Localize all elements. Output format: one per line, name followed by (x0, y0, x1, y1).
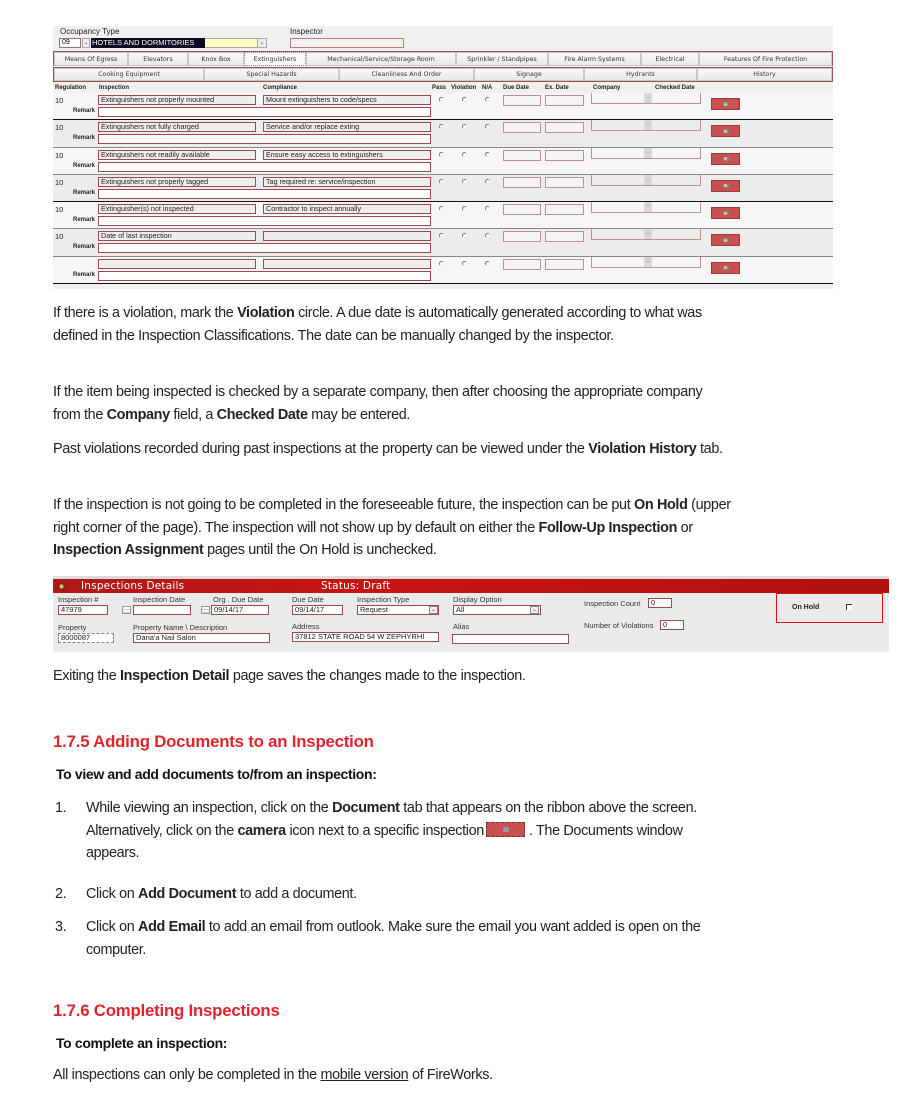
regulation-cell: 10 (55, 96, 64, 105)
paragraph-company (53, 381, 733, 426)
regulation-cell: 10 (55, 177, 64, 187)
compliance-field[interactable]: Mount extinguishers to code/specs (263, 95, 431, 105)
text: to add a document. (236, 886, 357, 902)
status-label: Status: Draft (321, 580, 391, 592)
subheading-view-add-documents: To view and add documents to/from an inspection: (56, 766, 377, 782)
step-number: 2. (55, 886, 67, 902)
chevron-down-icon[interactable]: ⌄ (257, 38, 267, 48)
text: Click on (86, 919, 139, 935)
camera-icon (486, 822, 525, 837)
inspector-label: Inspector (290, 27, 323, 36)
calendar-icon[interactable] (122, 606, 131, 614)
column-header-company: Company (593, 85, 621, 91)
regulation-cell: 10 (55, 205, 64, 215)
na-radio[interactable] (485, 152, 490, 157)
details-title: Inspections Details (81, 580, 185, 592)
chevron-down-icon[interactable]: ⌄ (644, 148, 652, 158)
violation-radio[interactable] (462, 233, 467, 238)
chevron-down-icon[interactable]: ⌄ (644, 257, 652, 267)
table-row (53, 93, 833, 120)
pass-radio[interactable] (439, 206, 444, 211)
camera-icon (723, 266, 729, 270)
tab-cleanliness-and-order[interactable]: Cleanliness And Order (339, 68, 474, 81)
pass-radio[interactable] (439, 97, 444, 102)
section-heading-completing-inspections: 1.7.6 Completing Inspections (53, 1001, 280, 1020)
bold-text: Checked Date (216, 406, 308, 423)
pass-radio[interactable] (439, 233, 444, 238)
fire-department-logo-icon (57, 582, 66, 591)
inspection-grid-screenshot (53, 26, 833, 289)
property-name-field[interactable]: Dana'a Nail Salon (133, 633, 270, 643)
table-row (53, 229, 833, 256)
inspection-date-field[interactable] (133, 605, 191, 615)
violation-radio[interactable] (462, 97, 467, 102)
compliance-field[interactable] (263, 259, 431, 269)
remark-label: Remark (73, 244, 96, 251)
bold-text: Document (332, 800, 400, 816)
text: field, a (169, 406, 217, 423)
violation-radio[interactable] (462, 206, 467, 211)
table-row (53, 175, 833, 202)
na-radio[interactable] (485, 179, 490, 184)
tab-signage[interactable]: Signage (474, 68, 584, 81)
column-header-compliance: Compliance (263, 85, 298, 91)
text: or (677, 519, 693, 536)
remark-input[interactable] (98, 189, 431, 199)
inspection-type-label: Inspection Type (357, 595, 410, 604)
remark-label: Remark (73, 271, 96, 278)
text: page saves the changes made to the inspection. (229, 668, 526, 684)
na-radio[interactable] (485, 233, 490, 238)
bold-text: Inspection Detail (120, 668, 230, 684)
on-hold-checkbox[interactable] (846, 604, 852, 610)
column-header-checked-date: Checked Date (655, 85, 695, 91)
due-date-input[interactable] (503, 231, 541, 242)
regulation-cell: 10 (55, 150, 64, 160)
camera-icon (723, 238, 729, 242)
due-date-input[interactable] (503, 122, 541, 133)
na-radio[interactable] (485, 261, 490, 266)
due-date-label: Due Date (292, 595, 324, 604)
remark-label: Remark (73, 108, 96, 114)
pass-radio[interactable] (439, 261, 444, 266)
step-list-item (53, 797, 733, 865)
inspection-field[interactable]: Extinguishers not properly tagged (98, 177, 256, 187)
na-radio[interactable] (485, 206, 490, 211)
column-header-pass: Pass (432, 85, 447, 91)
ex-date-input[interactable] (545, 150, 584, 161)
remark-input[interactable] (98, 162, 431, 172)
display-option-select[interactable]: All (453, 605, 541, 615)
camera-button[interactable] (711, 207, 740, 219)
due-date-input[interactable] (503, 150, 541, 161)
mobile-version-link[interactable]: mobile version (320, 1067, 409, 1083)
ex-date-input[interactable] (545, 259, 584, 270)
tab-features-of-fire-protection[interactable]: Features Of Fire Protection (699, 52, 832, 66)
ex-date-input[interactable] (545, 122, 584, 133)
text: All inspections can only be completed in the (53, 1067, 321, 1083)
occupancy-code-select[interactable]: 09 (59, 38, 81, 48)
details-title-bar (53, 579, 889, 593)
camera-icon (723, 184, 729, 188)
tab-cooking-equipment[interactable]: Cooking Equipment (54, 68, 204, 81)
paragraph-violation (53, 302, 733, 347)
camera-icon (723, 211, 729, 215)
step-number: 3. (55, 919, 67, 935)
text: Past violations recorded during past inspections at the property can be viewed under the (53, 441, 589, 457)
compliance-field[interactable]: Service and/or replace exting (263, 122, 431, 132)
pass-radio[interactable] (439, 179, 444, 184)
camera-button[interactable] (711, 153, 740, 165)
bold-text: Violation (237, 305, 295, 321)
compliance-field[interactable]: Contractor to inspect annually (263, 204, 431, 214)
table-row (53, 148, 833, 175)
property-label: Property (58, 623, 87, 632)
text: While viewing an inspection, click on the (86, 800, 333, 816)
compliance-field[interactable] (263, 231, 431, 241)
inspection-number-field[interactable]: 47979 (58, 605, 108, 615)
category-tabs-row-2 (53, 67, 833, 82)
tab-special-hazards[interactable]: Special Hazards (204, 68, 339, 81)
chevron-down-icon[interactable]: ⌄ (531, 607, 538, 613)
chevron-down-icon[interactable]: ⌄ (644, 202, 652, 212)
chevron-down-icon[interactable]: ⌄ (83, 40, 89, 46)
inspection-field[interactable]: Date of last inspection (98, 231, 256, 241)
bold-text: Inspection Assignment (53, 542, 204, 558)
pass-radio[interactable] (439, 124, 444, 129)
inspection-type-select[interactable]: Request (357, 605, 439, 615)
remark-label: Remark (73, 135, 96, 142)
property-name-label: Property Name \ Description (133, 623, 228, 632)
text: If the item being inspected is checked by a separate company, then after choosing the appropriate company from the (53, 384, 703, 423)
category-tabs-row-1 (53, 51, 833, 66)
column-header-due-date: Due Date (503, 85, 530, 91)
inspector-field[interactable] (290, 38, 404, 48)
inspection-number-label: Inspection # (58, 595, 99, 604)
remark-input[interactable] (98, 271, 431, 281)
inspection-field[interactable]: Extinguishers not properly mounted (98, 95, 256, 105)
text: tab. (696, 441, 723, 457)
chevron-down-icon[interactable]: ⌄ (644, 120, 652, 130)
number-of-violations-field[interactable]: 0 (660, 620, 684, 630)
property-field[interactable]: 8000087 (58, 633, 114, 643)
alias-label: Alias (453, 622, 470, 631)
display-option-label: Display Option (453, 595, 502, 604)
text: Click on (86, 886, 139, 902)
tab-hydrants[interactable]: Hydrants (584, 68, 697, 81)
chevron-down-icon[interactable]: ⌄ (644, 93, 652, 103)
address-label: Address (292, 622, 320, 631)
tab-extinguishers[interactable]: Extinguishers (244, 52, 306, 66)
paragraph-violation-history (53, 438, 733, 461)
column-header-regulation: Regulation (55, 85, 86, 91)
chevron-down-icon[interactable]: ⌄ (644, 229, 652, 239)
camera-icon (723, 157, 729, 161)
table-row (53, 257, 833, 284)
camera-button[interactable] (711, 234, 740, 246)
calendar-icon[interactable] (201, 606, 210, 614)
remark-label: Remark (73, 189, 96, 196)
paragraph-on-hold (53, 494, 743, 562)
number-of-violations-label: Number of Violations (584, 621, 654, 630)
due-date-input[interactable] (503, 204, 541, 215)
ex-date-input[interactable] (545, 95, 584, 106)
section-heading-adding-documents: 1.7.5 Adding Documents to an Inspection (53, 732, 374, 751)
inspection-field[interactable]: Extinguisher(s) not inspected (98, 204, 256, 214)
text: If the inspection is not going to be completed in the foreseeable future, the inspection can be put (53, 497, 635, 513)
ex-date-input[interactable] (545, 204, 584, 215)
remark-label: Remark (73, 162, 96, 169)
inspection-count-label: Inspection Count (584, 599, 641, 608)
text: pages until the On Hold is unchecked. (203, 542, 437, 558)
text: icon next to a specific inspection (285, 822, 484, 839)
violation-radio[interactable] (462, 179, 467, 184)
step-number: 1. (55, 800, 67, 816)
violation-radio[interactable] (462, 124, 467, 129)
due-date-input[interactable] (503, 95, 541, 106)
column-header-ex-date: Ex. Date (545, 85, 569, 91)
na-radio[interactable] (485, 124, 490, 129)
alias-field[interactable] (452, 634, 569, 644)
column-header-inspection: Inspection (99, 85, 130, 91)
table-row (53, 120, 833, 147)
inspection-date-label: Inspection Date (133, 595, 186, 604)
camera-button[interactable] (711, 180, 740, 192)
tab-elevators[interactable]: Elevators (128, 52, 188, 66)
text: If there is a violation, mark the (53, 305, 238, 321)
compliance-field[interactable]: Ensure easy access to extinguishers (263, 150, 431, 160)
inspection-details-screenshot (53, 576, 889, 652)
camera-button[interactable] (711, 125, 740, 137)
on-hold-highlight (776, 593, 883, 623)
tab-mechanical-service-storage-room[interactable]: Mechanical/Service/Storage Room (306, 52, 456, 66)
bold-text: On Hold (634, 497, 688, 513)
text: (upper right corner of the page). The inspection will not show up by default on either the (53, 497, 731, 536)
text: may be entered. (307, 406, 411, 423)
violation-radio[interactable] (462, 261, 467, 266)
tab-knox-box[interactable]: Knox Box (188, 52, 244, 66)
ex-date-input[interactable] (545, 231, 584, 242)
camera-button[interactable] (711, 262, 740, 274)
on-hold-label: On Hold (792, 604, 820, 611)
remark-input[interactable] (98, 243, 431, 253)
column-header-na: N/A (482, 85, 493, 91)
inspection-field[interactable] (98, 259, 256, 269)
ex-date-input[interactable] (545, 177, 584, 188)
na-radio[interactable] (485, 97, 490, 102)
text: tab that appears on the ribbon above the screen. Alternatively, click on the (86, 800, 697, 839)
violation-radio[interactable] (462, 152, 467, 157)
inspection-field[interactable]: Extinguishers not readily available (98, 150, 256, 160)
paragraph-mobile-version (53, 1064, 753, 1087)
subheading-complete-inspection: To complete an inspection: (56, 1035, 228, 1051)
remark-input[interactable] (98, 216, 431, 226)
bold-text: Company (106, 406, 170, 423)
text: . The Documents window appears. (86, 822, 683, 861)
text: to add an email from outlook. Make sure the email you want added is open on the computer. (86, 919, 701, 958)
tab-electrical[interactable]: Electrical (641, 52, 699, 66)
occupancy-select-fill[interactable] (205, 38, 257, 48)
column-header-violation: Violation (451, 85, 477, 91)
org-due-date-field[interactable]: 09/14/17 (211, 605, 269, 615)
compliance-field[interactable]: Tag required re: service/inspection (263, 177, 431, 187)
remark-input[interactable] (98, 134, 431, 144)
bold-text: camera (237, 822, 286, 839)
tab-fire-alarm-systems[interactable]: Fire Alarm Systems (548, 52, 641, 66)
text: circle. A due date is automatically generated according to what was defined in the Inspection Classifications. The date can be manually changed by the inspector. (53, 305, 702, 344)
org-due-date-label: Org . Due Date (213, 595, 264, 604)
tab-sprinkler-standpipes[interactable]: Sprinkler / Standpipes (456, 52, 548, 66)
pass-radio[interactable] (439, 152, 444, 157)
inspection-count-field[interactable]: 0 (648, 598, 672, 608)
occupancy-type-label: Occupancy Type (60, 27, 120, 36)
bold-text: Add Document (138, 886, 237, 902)
chevron-down-icon[interactable]: ⌄ (644, 175, 652, 185)
chevron-down-icon[interactable]: ⌄ (430, 607, 437, 613)
regulation-cell: 10 (55, 232, 64, 242)
table-row (53, 202, 833, 229)
bold-text: Follow-Up Inspection (538, 519, 678, 536)
step-list-item (53, 883, 733, 906)
bold-text: Add Email (138, 919, 206, 935)
camera-icon (723, 102, 729, 106)
text: Exiting the (53, 668, 120, 684)
due-date-input[interactable] (503, 259, 541, 270)
paragraph-exiting (53, 665, 753, 688)
tab-means-of-egress[interactable]: Means Of Egress (54, 52, 128, 66)
tab-history[interactable]: History (697, 68, 832, 81)
remark-input[interactable] (98, 107, 431, 117)
regulation-cell: 10 (55, 123, 64, 133)
step-list-item (53, 916, 733, 961)
camera-icon (723, 129, 729, 133)
camera-button[interactable] (711, 98, 740, 110)
inspection-field[interactable]: Extinguishers not fully charged (98, 122, 256, 132)
due-date-field[interactable]: 09/14/17 (292, 605, 343, 615)
due-date-input[interactable] (503, 177, 541, 188)
inspection-rows (53, 93, 833, 284)
remark-label: Remark (73, 217, 96, 224)
bold-text: Violation History (588, 441, 697, 457)
text: of FireWorks. (408, 1067, 493, 1083)
address-field[interactable]: 37812 STATE ROAD 54 W ZEPHYRHI (292, 632, 439, 642)
occupancy-type-select[interactable]: HOTELS AND DORMITORIES (91, 38, 205, 48)
